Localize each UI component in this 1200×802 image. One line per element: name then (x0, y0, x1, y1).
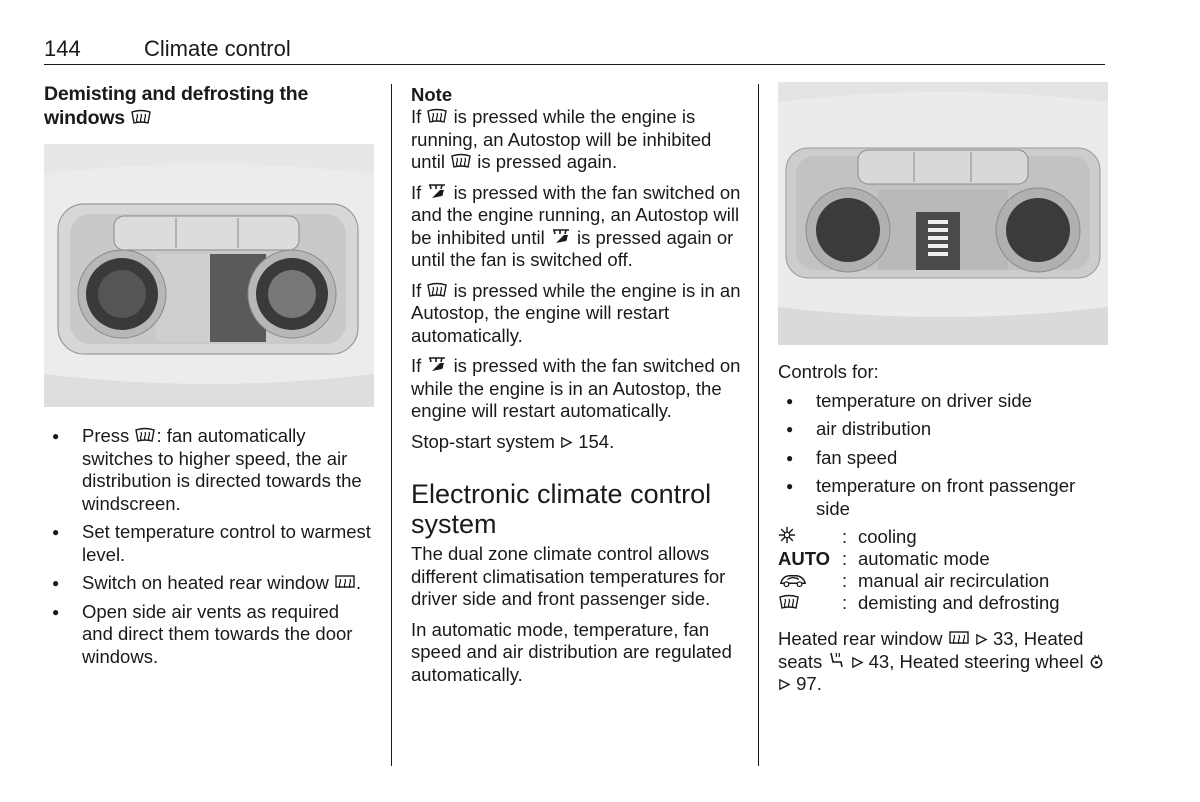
rear-window-heat-icon (334, 574, 356, 590)
list-item: ● air distribution (778, 418, 1108, 441)
page-number: 144 (44, 36, 81, 61)
snowflake-icon (778, 526, 796, 544)
note-paragraph: If is pressed while the engine is in an Autostop, the engine will restart automatically. (411, 279, 741, 346)
page-header (44, 34, 1105, 65)
list-item: ● Set temperature control to warmest level. (44, 521, 374, 566)
rear-window-heat-icon (948, 630, 970, 646)
list-item: ● Press : fan automatically switches to higher speed, the air distribution is directed towards the windscreen. (44, 425, 374, 515)
body-paragraph: In automatic mode, temperature, fan speed and air distribution are regulated automatically. (411, 618, 732, 685)
list-item: ● Open side air vents as required and direct them towards the door windows. (44, 601, 374, 669)
cross-reference: Heated rear window 33, Heated seats 43, Heated steering wheel 97. (778, 628, 1108, 696)
note-paragraph: If is pressed with the fan switched on while the engine is in an Autostop, the engine will restart automatically. (411, 355, 741, 421)
heated-steering-wheel-icon (1089, 654, 1104, 669)
legend-row: : manual air recirculation (778, 570, 1108, 592)
page-ref-arrow-icon (778, 678, 791, 691)
legend-row: : demisting and defrosting (778, 592, 1108, 614)
body-paragraph: The dual zone climate control allows different climatisation temperatures for driver side and front passenger side. (411, 543, 726, 609)
fan-vent-icon (550, 227, 572, 245)
heated-seat-icon (827, 651, 845, 669)
section-heading: Demisting and defrosting the windows (44, 83, 309, 129)
symbol-legend (778, 526, 1108, 614)
note-title: Note (411, 84, 453, 105)
legend-row: AUTO : automatic mode (778, 548, 990, 569)
column-right (778, 82, 1108, 696)
electronic-climate-panel-illustration (778, 82, 1108, 345)
climate-panel-illustration (44, 144, 374, 407)
windscreen-defrost-icon (134, 427, 156, 443)
note-paragraph: If is pressed while the engine is running, an Autostop will be inhibited until is pressed again. (411, 106, 712, 172)
windscreen-defrost-icon (450, 153, 472, 169)
legend-row: : cooling (778, 526, 1108, 548)
recirculation-icon (778, 571, 808, 588)
page-ref-arrow-icon (975, 633, 988, 646)
list-item: ● Switch on heated rear window . (44, 572, 374, 595)
controls-intro: Controls for: (778, 361, 879, 382)
list-item: ● temperature on front passenger side (778, 475, 1108, 520)
column-divider (391, 84, 392, 766)
list-item: ● fan speed (778, 447, 1108, 470)
cross-reference: Stop-start system 154. (411, 430, 615, 452)
column-divider (758, 84, 759, 766)
note-paragraph: If is pressed with the fan switched on and the engine running, an Autostop will be inhibited until is pressed again or until the fan is switched off. (411, 181, 741, 270)
section-title: Climate control (144, 36, 291, 61)
section-heading: Electronic climate control system (411, 479, 712, 539)
windscreen-defrost-icon (130, 109, 152, 125)
windscreen-defrost-icon (426, 282, 448, 298)
column-middle (411, 82, 741, 694)
list-item: ● temperature on driver side (778, 390, 1108, 413)
page-ref-arrow-icon (851, 656, 864, 669)
windscreen-defrost-icon (426, 108, 448, 124)
fan-vent-icon (426, 355, 448, 373)
windscreen-defrost-icon (778, 594, 800, 610)
fan-vent-icon (426, 182, 448, 200)
column-left (44, 82, 374, 674)
page-ref-arrow-icon (560, 436, 573, 449)
